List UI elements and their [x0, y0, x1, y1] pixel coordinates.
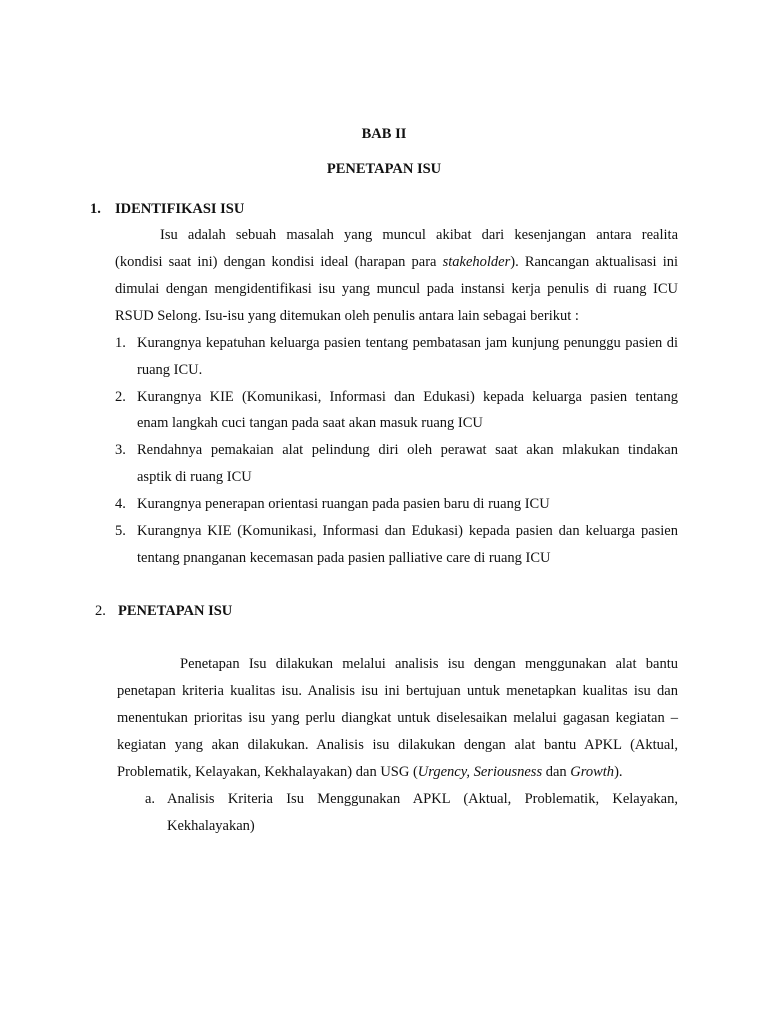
section2-para-line1: Penetapan Isu dilakukan melalui analisis isu dengan menggunakan alat bantu — [180, 656, 678, 672]
section2-para-line4: kegiatan yang akan dilakukan. Analisis isu dilakukan dengan alat bantu APKL (Aktual, — [117, 737, 678, 753]
list-item-line: enam langkah cuci tangan pada saat akan masuk ruang ICU — [137, 415, 483, 431]
list-item-number: 3. — [115, 442, 126, 458]
list-item-number: 2. — [115, 389, 126, 405]
section1-para-line1: Isu adalah sebuah masalah yang muncul akibat dari kesenjangan antara realita — [160, 227, 678, 243]
section1-para-line3: dimulai dengan mengidentifikasi isu yang muncul pada instansi kerja penulis di ruang ICU — [115, 281, 678, 297]
subitem-letter: a. — [145, 791, 156, 807]
section2-para-line3: menentukan prioritas isu yang perlu diangkat untuk diselesaikan melalui gagasan kegiatan – — [117, 710, 678, 726]
list-item-line: asptik di ruang ICU — [137, 469, 252, 485]
subitem-line: Kekhalayakan) — [167, 818, 255, 834]
chapter-label: BAB II — [361, 126, 407, 142]
section2-number: 2. — [95, 603, 106, 619]
subitem-line: Analisis Kriteria Isu Menggunakan APKL (Aktual, Problematik, Kelayakan, — [167, 791, 678, 807]
list-item-line: Kurangnya kepatuhan keluarga pasien tentang pembatasan jam kunjung penunggu pasien di — [137, 335, 678, 351]
section1-heading: IDENTIFIKASI ISU — [115, 201, 245, 217]
list-item-line: Rendahnya pemakaian alat pelindung diri oleh perawat saat akan mlakukan tindakan — [137, 442, 678, 458]
list-item-line: Kurangnya penerapan orientasi ruangan pada pasien baru di ruang ICU — [137, 496, 550, 512]
list-item-line: Kurangnya KIE (Komunikasi, Informasi dan Edukasi) kepada pasien dan keluarga pasien — [137, 523, 678, 539]
list-item-line: Kurangnya KIE (Komunikasi, Informasi dan Edukasi) kepada keluarga pasien tentang — [137, 389, 678, 405]
list-item-number: 1. — [115, 335, 126, 351]
list-item-line: tentang pnanganan kecemasan pada pasien palliative care di ruang ICU — [137, 550, 551, 566]
section1-para-line2: (kondisi saat ini) dengan kondisi ideal (harapan para stakeholder). Rancangan aktualisasi ini — [115, 254, 678, 270]
section1-para-line4: RSUD Selong. Isu-isu yang ditemukan oleh penulis antara lain sebagai berikut : — [115, 308, 579, 324]
chapter-title: PENETAPAN ISU — [326, 161, 442, 177]
list-item-number: 5. — [115, 523, 126, 539]
section1-number: 1. — [90, 201, 101, 217]
section2-heading: PENETAPAN ISU — [118, 603, 233, 619]
section2-para-line5: Problematik, Kelayakan, Kekhalayakan) dan USG (Urgency, Seriousness dan Growth). — [117, 764, 623, 780]
list-item-number: 4. — [115, 496, 126, 512]
section2-para-line2: penetapan kriteria kualitas isu. Analisis isu ini bertujuan untuk menetapkan kualitas isu dan — [117, 683, 678, 699]
list-item-line: ruang ICU. — [137, 362, 203, 378]
